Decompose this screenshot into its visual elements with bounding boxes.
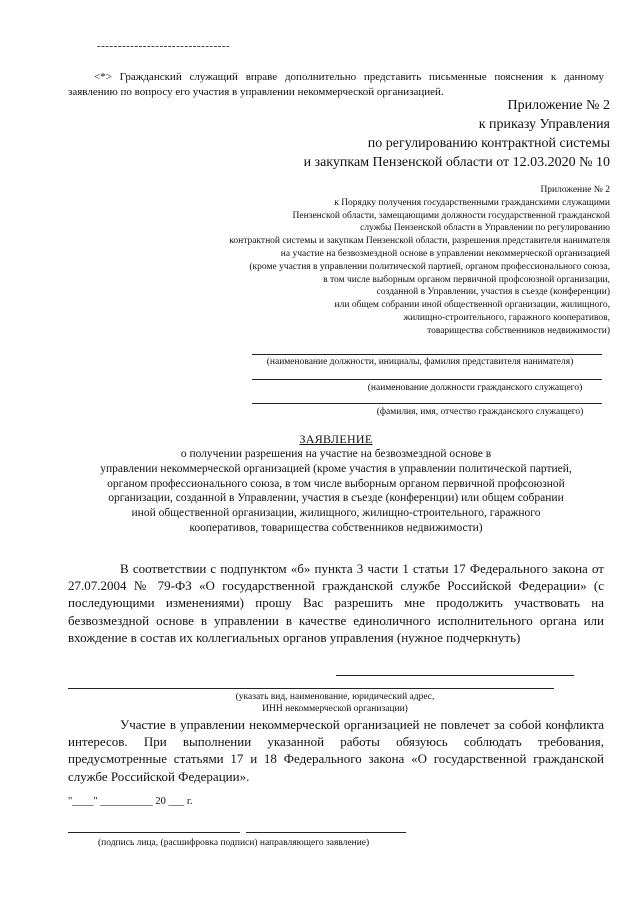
subtitle-line: организации, созданной в Управлении, участия в съезде (конференции) или общем собрании	[108, 492, 564, 505]
date-field[interactable]: "____" __________ 20 ___ г.	[68, 796, 193, 807]
procedure-annex-line: жилищно-строительного, гаражного кооперативов,	[403, 312, 610, 323]
subtitle-line: кооперативов, товарищества собственников недвижимости)	[189, 521, 483, 534]
procedure-annex-line: Приложение № 2	[540, 185, 610, 195]
procedure-annex-line: товарищества собственников недвижимости)	[427, 325, 610, 336]
no-conflict-paragraph: Участие в управлении некоммерческой организацией не повлечет за собой конфликта интересов. При выполнении указанной работы обязуюсь соблюдать требования, предусмотренные статьями 17 и 18 Федерального закона «О государственной гражданской службе Российской Федерации».	[68, 717, 604, 784]
signature-field-line[interactable]	[68, 832, 240, 833]
name-field-caption: (фамилия, имя, отчество гражданского служащего)	[376, 407, 584, 417]
order-annex-line: Приложение № 2	[507, 98, 610, 113]
order-annex-line: по регулированию контрактной системы	[367, 136, 610, 151]
order-annex-block	[304, 96, 610, 172]
procedure-annex-line: созданной в Управлении, участия в съезде (конференции)	[376, 287, 610, 298]
signature-decoding-field-line[interactable]	[246, 832, 406, 833]
procedure-annex-line: службы Пензенской области в Управлении по регулированию	[360, 223, 610, 234]
procedure-annex-block	[150, 184, 610, 338]
organization-field-line-2[interactable]	[68, 688, 554, 689]
procedure-annex-line: контрактной системы и закупкам Пензенской области, разрешения представителя нанимателя	[229, 236, 610, 247]
document-subtitle	[55, 447, 617, 536]
position-field-line[interactable]	[252, 379, 602, 380]
position-field-caption: (наименование должности гражданского служащего)	[367, 383, 583, 393]
subtitle-line: иной общественной организации, жилищного, жилищно-строительного, гаражного	[131, 507, 541, 520]
procedure-annex-line: (кроме участия в управлении политической партией, органом профессионального союза,	[249, 261, 610, 272]
organization-caption-line: (указать вид, наименование, юридический адрес,	[235, 692, 435, 702]
footnote-separator: --------------------------------	[97, 40, 231, 52]
procedure-annex-line: или общем собрании иной общественной организации, жилищного,	[334, 300, 610, 311]
employer-field-line[interactable]	[252, 354, 602, 355]
subtitle-line: о получении разрешения на участие на безвозмездной основе в	[180, 448, 492, 460]
procedure-annex-line: к Порядку получения государственными гражданскими служащими	[334, 197, 610, 208]
employer-field-caption: (наименование должности, инициалы, фамилия представителя нанимателя)	[266, 357, 574, 367]
procedure-annex-line: на участие на безвозмездной основе в управлении некоммерческой организацией	[280, 248, 610, 259]
organization-caption	[150, 692, 520, 715]
subtitle-line: управлении некоммерческой организацией (кроме участия в управлении политической партией,	[100, 462, 572, 475]
document-title: ЗАЯВЛЕНИЕ	[299, 432, 373, 446]
request-paragraph: В соответствии с подпунктом «б» пункта 3 части 1 статьи 17 Федерального закона от 27.07.2004 № 79-ФЗ «О государственной гражданской службе Российской Федерации» (с последующими изменениями) прошу Вас разрешить мне продолжить участвовать на безвозмездной основе в управлении в качестве единоличного исполнительного органа или вхождение в состав их коллегиальных органов управления (нужное подчеркнуть)	[68, 561, 604, 645]
signature-caption: (подпись лица, (расшифровка подписи) направляющего заявление)	[98, 838, 370, 848]
footnote-text: <*> Гражданский служащий вправе дополнительно представить письменные пояснения к данному заявлению по вопросу его участия в управлении некоммерческой организацией.	[68, 71, 604, 98]
order-annex-line: к приказу Управления	[478, 117, 610, 132]
organization-field-line-1[interactable]	[336, 675, 574, 676]
organization-caption-line: ИНН некоммерческой организации)	[262, 703, 408, 714]
name-field-line[interactable]	[252, 403, 602, 404]
procedure-annex-line: в том числе выборным органом первичной профсоюзной организации,	[323, 274, 610, 285]
procedure-annex-line: Пензенской области, замещающими должности государственной гражданской	[292, 210, 610, 221]
subtitle-line: органом профессионального союза, в том числе выборным органом первичной профсоюзной	[107, 477, 565, 490]
order-annex-line: и закупкам Пензенской области от 12.03.2020 № 10	[303, 155, 610, 170]
